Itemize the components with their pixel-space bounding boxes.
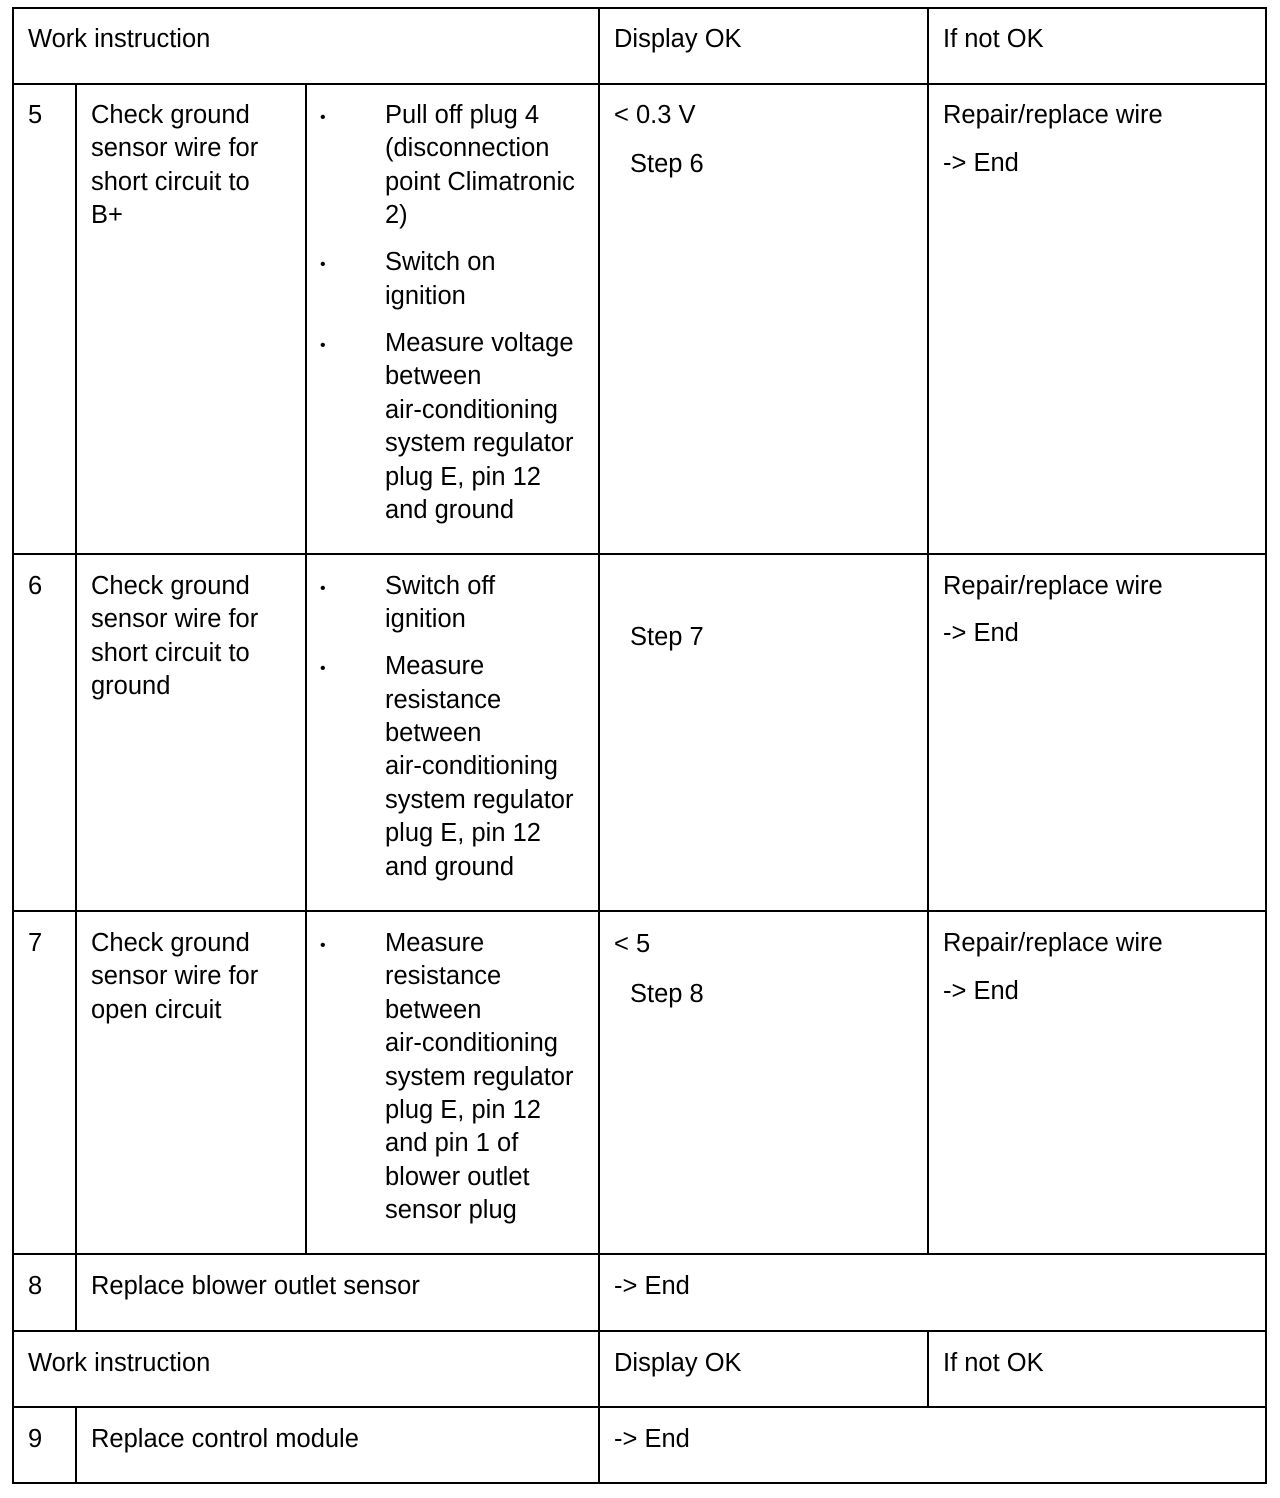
if-not-ok-action: Repair/replace wire: [943, 101, 1163, 129]
action-line: resistance: [385, 962, 502, 990]
display-ok-value: < 5: [614, 930, 651, 958]
bullet-icon: •: [320, 580, 326, 597]
action-line: air-conditioning: [385, 396, 558, 424]
description-line: sensor wire for: [91, 134, 259, 162]
step-number: 5: [28, 101, 43, 129]
rule-step7-bottom: [12, 1253, 1267, 1255]
rule-right: [1265, 7, 1267, 1484]
action-line: Measure: [385, 929, 485, 957]
step-number: 7: [28, 929, 43, 957]
bullet-icon: •: [320, 337, 326, 354]
rule-step8-bottom: [12, 1330, 1267, 1332]
rule-col-display: [598, 7, 600, 1484]
action-line: Switch on: [385, 248, 496, 276]
header-if-not-ok: If not OK: [943, 1349, 1044, 1377]
rule-header2-bottom: [12, 1406, 1267, 1408]
action-line: ignition: [385, 282, 466, 310]
step-result: -> End: [614, 1425, 690, 1453]
description-line: open circuit: [91, 996, 222, 1024]
action-line: plug E, pin 12: [385, 1096, 541, 1124]
description-line: Check ground: [91, 929, 250, 957]
action-line: between: [385, 996, 482, 1024]
action-line: plug E, pin 12: [385, 463, 541, 491]
step-number: 6: [28, 572, 43, 600]
if-not-ok-action: Repair/replace wire: [943, 929, 1163, 957]
description-line: ground: [91, 672, 171, 700]
if-not-ok-next: -> End: [943, 149, 1019, 177]
bullet-icon: •: [320, 109, 326, 126]
action-line: 2): [385, 201, 408, 229]
step-number: 8: [28, 1272, 43, 1300]
action-line: system regulator: [385, 1063, 574, 1091]
action-line: blower outlet: [385, 1163, 530, 1191]
display-ok-next-step: Step 6: [630, 150, 704, 178]
action-line: and pin 1 of: [385, 1129, 519, 1157]
action-line: air-conditioning: [385, 752, 558, 780]
bullet-icon: •: [320, 256, 326, 273]
bullet-icon: •: [320, 660, 326, 677]
rule-col-ifnot-a: [927, 7, 929, 1255]
action-line: between: [385, 719, 482, 747]
action-line: (disconnection: [385, 134, 550, 162]
action-line: system regulator: [385, 786, 574, 814]
step-description: Replace control module: [91, 1425, 359, 1453]
action-line: between: [385, 362, 482, 390]
description-line: Check ground: [91, 101, 250, 129]
action-line: resistance: [385, 686, 502, 714]
if-not-ok-next: -> End: [943, 977, 1019, 1005]
if-not-ok-action: Repair/replace wire: [943, 572, 1163, 600]
step-number: 9: [28, 1425, 43, 1453]
rule-left: [12, 7, 14, 1484]
rule-col-action: [305, 83, 307, 1255]
action-line: ignition: [385, 605, 466, 633]
action-line: sensor plug: [385, 1196, 517, 1224]
action-line: and ground: [385, 853, 515, 881]
header-work-instruction: Work instruction: [28, 25, 211, 53]
step-description: Replace blower outlet sensor: [91, 1272, 420, 1300]
bullet-icon: •: [320, 937, 326, 954]
header-work-instruction: Work instruction: [28, 1349, 211, 1377]
action-line: Pull off plug 4: [385, 101, 540, 129]
description-line: short circuit to: [91, 168, 250, 196]
description-line: short circuit to: [91, 639, 250, 667]
description-line: sensor wire for: [91, 962, 259, 990]
header-if-not-ok: If not OK: [943, 25, 1044, 53]
display-ok-value: < 0.3 V: [614, 101, 696, 129]
display-ok-next-step: Step 7: [630, 623, 704, 651]
description-line: sensor wire for: [91, 605, 259, 633]
action-line: system regulator: [385, 429, 574, 457]
action-line: and ground: [385, 496, 515, 524]
action-line: Measure voltage: [385, 329, 574, 357]
rule-top: [12, 7, 1267, 9]
header-display-ok: Display OK: [614, 1349, 742, 1377]
rule-col-ifnot-b: [927, 1330, 929, 1408]
rule-step6-bottom: [12, 910, 1267, 912]
if-not-ok-next: -> End: [943, 619, 1019, 647]
header-display-ok: Display OK: [614, 25, 742, 53]
rule-step5-bottom: [12, 553, 1267, 555]
step-result: -> End: [614, 1272, 690, 1300]
action-line: Switch off: [385, 572, 496, 600]
rule-col-num-b: [75, 1406, 77, 1484]
description-line: Check ground: [91, 572, 250, 600]
action-line: air-conditioning: [385, 1029, 558, 1057]
action-line: plug E, pin 12: [385, 819, 541, 847]
rule-bottom: [12, 1482, 1267, 1484]
action-line: point Climatronic: [385, 168, 575, 196]
display-ok-next-step: Step 8: [630, 980, 704, 1008]
action-line: Measure: [385, 652, 485, 680]
rule-col-num-a: [75, 83, 77, 1332]
rule-header-bottom: [12, 83, 1267, 85]
description-line: B+: [91, 201, 123, 229]
